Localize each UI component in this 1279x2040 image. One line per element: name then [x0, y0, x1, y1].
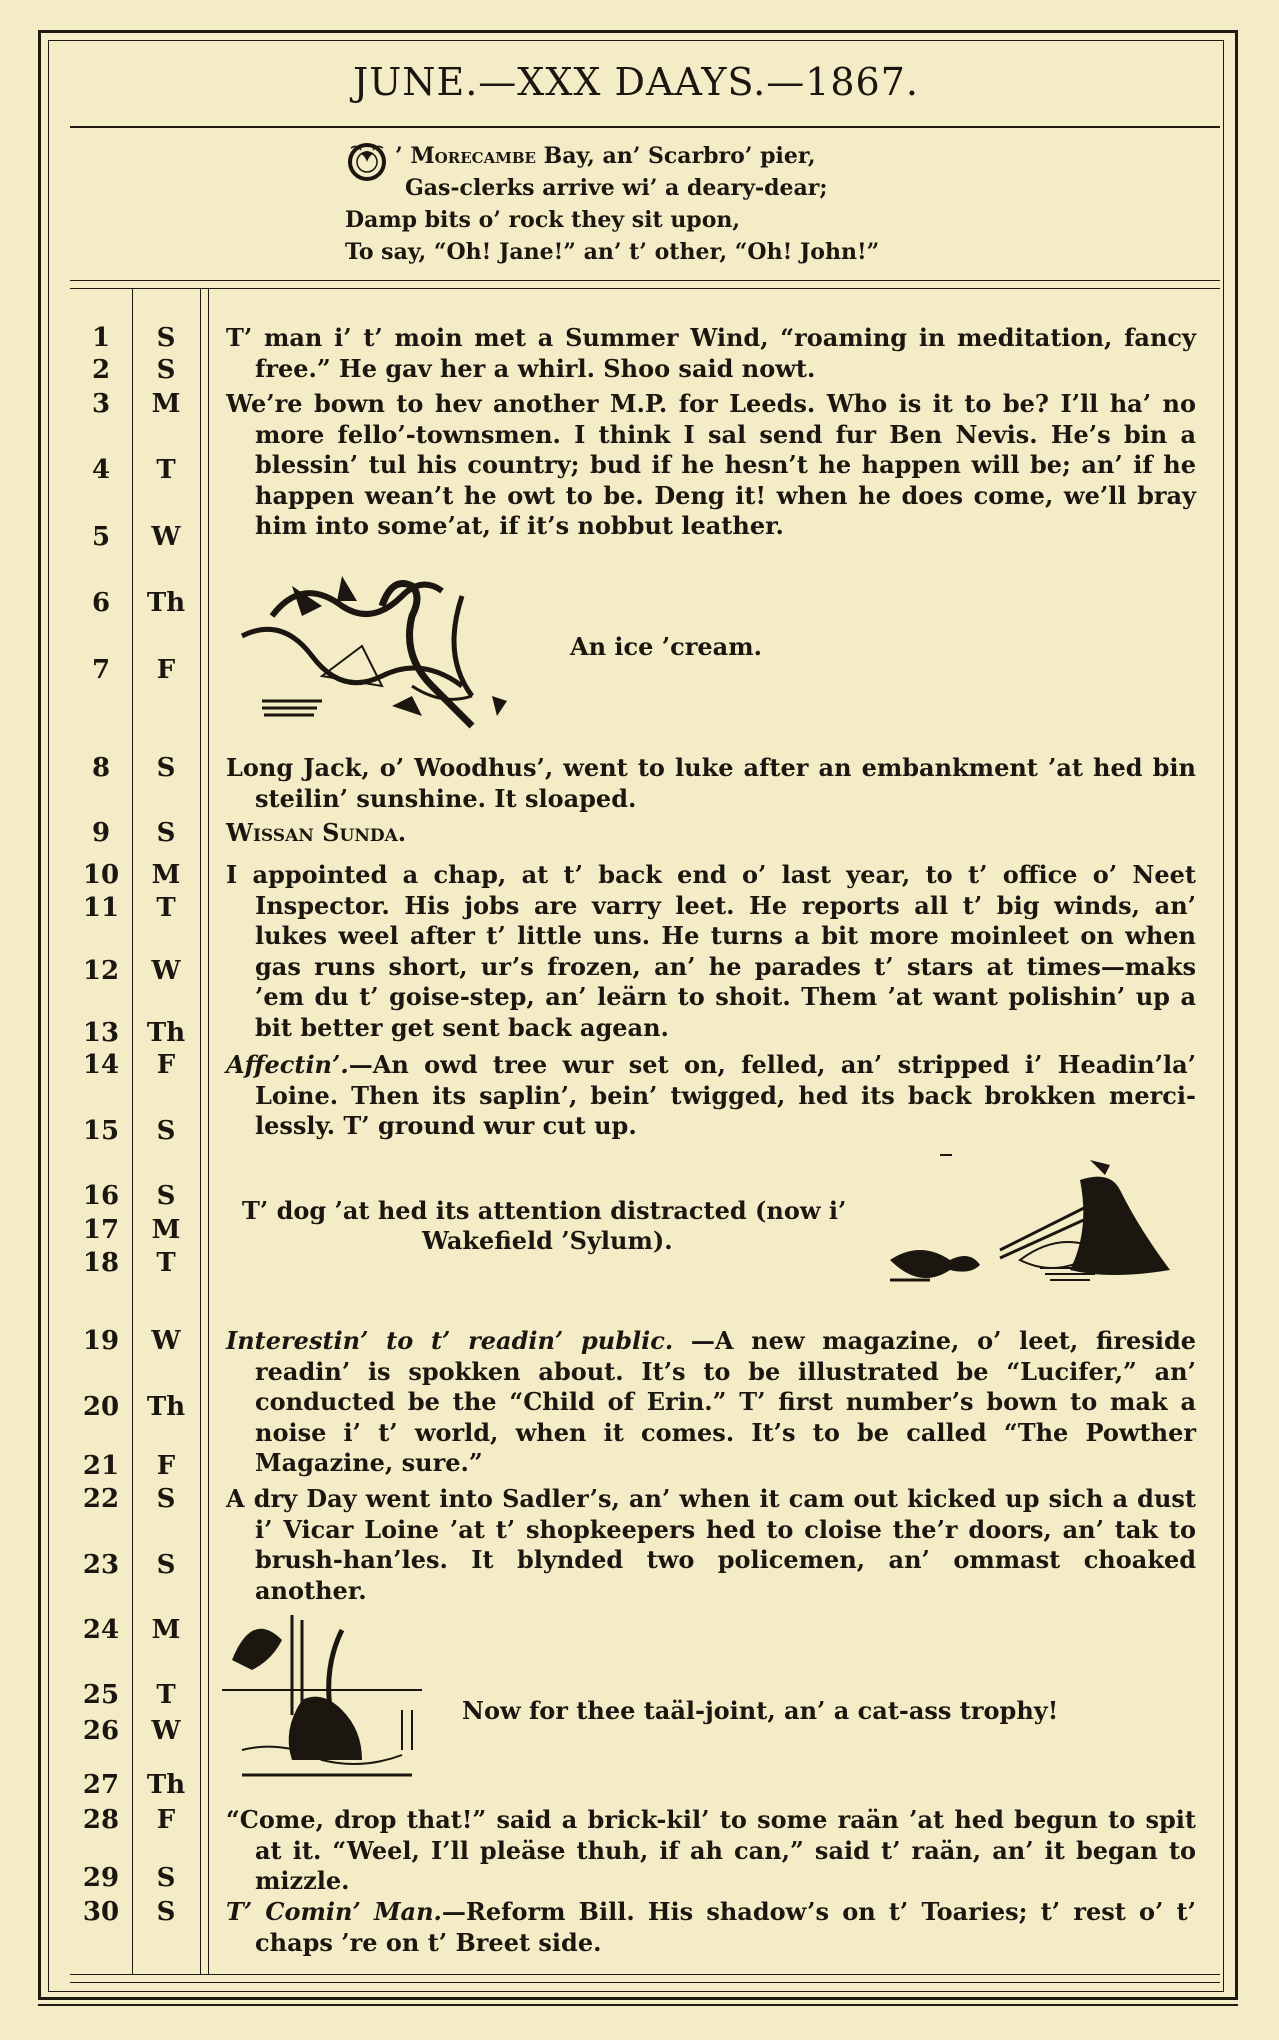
- day-15: S: [156, 1116, 176, 1146]
- day-13: Th: [146, 1018, 186, 1048]
- date-1: 1: [91, 323, 111, 353]
- day-19: W: [151, 1326, 181, 1356]
- verse-line-1-morecambe: Morecambe: [410, 143, 536, 169]
- entry-mp-for-leeds: We’re bown to hev another M.P. for Leeds. Who is it to be? I’ll ha’ no more fello’-townsmen. I think I sal send fur Ben Nevis. He’s bin a blessin’ tul his country; bud if he hesn’t he happen will be; an’ if he happen wean’t he owt to be. Deng it! when he does come, we’ll bray him into some’at, if it’s nobbut leather.: [226, 389, 1196, 540]
- date-4: 4: [91, 455, 111, 485]
- drop-cap-o-icon: [345, 140, 389, 184]
- date-16: 16: [82, 1181, 120, 1211]
- cat-ass-trophy-illustration-icon: [222, 1610, 432, 1790]
- day-16: S: [156, 1181, 176, 1211]
- day-22: S: [156, 1484, 176, 1514]
- date-3: 3: [91, 389, 111, 419]
- date-17: 17: [82, 1215, 120, 1245]
- date-19: 19: [82, 1326, 120, 1356]
- day-8: S: [156, 753, 176, 783]
- day-28: F: [156, 1805, 176, 1835]
- entry-summer-wind: T’ man i’ t’ moin met a Summer Wind, “roaming in meditation, fancy free.” He gav her a whirl. Shoo said nowt.: [226, 323, 1196, 383]
- caption-ice-cream: An ice ’cream.: [570, 632, 762, 661]
- entry-readin-public-title: Interestin’ to t’ readin’ public.: [226, 1326, 674, 1355]
- date-12: 12: [82, 956, 120, 986]
- calendar-bottom-rule-2: [70, 1982, 1220, 1983]
- calendar-bottom-rule: [70, 1974, 1220, 1975]
- day-2: S: [156, 355, 176, 385]
- day-column-rule-2: [208, 288, 209, 1974]
- entry-readin-public-text: —A new magazine, o’ leet, fireside readin’ is spokken about. It’s to be illustrated be “Lucifer,” an’ conducted be the “Child of Erin.” T’ first number’s bown to mak a noise i’ t’ world, when it comes. It’s to be called “The Powther Magazine, sure.”: [255, 1326, 1196, 1477]
- date-13: 13: [82, 1018, 120, 1048]
- entry-readin-public: [226, 1326, 1196, 1479]
- day-column-rule: [200, 288, 201, 1974]
- entry-comin-man-text: —Reform Bill. His shadow’s on t’ Toaries; t’ rest o’ t’ chaps ’re on t’ Breet side.: [255, 1897, 1196, 1957]
- entry-affectin-title: Affectin’.: [226, 1050, 349, 1079]
- entry-long-jack: Long Jack, o’ Woodhus’, went to luke after an embankment ’at hed bin steilin’ sunshine. It sloaped.: [226, 753, 1196, 813]
- day-10: M: [151, 860, 181, 890]
- date-20: 20: [82, 1392, 120, 1422]
- ice-cream-illustration-icon: [232, 556, 542, 736]
- verse-line-1-end: Bay, an’ Scarbro’ pier,: [535, 143, 816, 169]
- verse-line-2: Gas-clerks arrive wi’ a deary-dear;: [405, 175, 828, 201]
- date-10: 10: [82, 860, 120, 890]
- day-18: T: [156, 1248, 176, 1278]
- day-14: F: [156, 1050, 176, 1080]
- date-18: 18: [82, 1248, 120, 1278]
- page-title: JUNE.—XXX DAAYS.—1867.: [352, 60, 919, 104]
- caption-dog-line-1: T’ dog ’at hed its attention distracted (now i’: [242, 1196, 847, 1225]
- entry-neet-inspector: I appointed a chap, at t’ back end o’ last year, to t’ office o’ Neet Inspector. His jobs are varry leet. He reports all t’ big winds, an’ lukes weel after t’ little uns. He turns a bit more moinleet on when gas runs short, ur’s frozen, an’ he parades t’ stars at times—maks ’em du t’ goise-step, an’ leärn to shoit. Them ’at want polishin’ up a bit better get sent back agean.: [226, 860, 1196, 1042]
- caption-cat-ass-trophy: Now for thee taäl-joint, an’ a cat-ass trophy!: [462, 1696, 1059, 1725]
- entry-brick-kil: “Come, drop that!” said a brick-kil’ to some raän ’at hed begun to spit at it. “Weel, I’ll pleäse thuh, if ah can,” said t’ raän, an’ it began to mizzle.: [226, 1805, 1196, 1895]
- date-8: 8: [91, 753, 111, 783]
- entry-wissan-sunda: Wissan Sunda.: [226, 818, 407, 847]
- day-1: S: [156, 323, 176, 353]
- day-24: M: [151, 1615, 181, 1645]
- day-26: W: [151, 1716, 181, 1746]
- date-29: 29: [82, 1863, 120, 1893]
- date-27: 27: [82, 1770, 120, 1800]
- date-11: 11: [82, 893, 120, 923]
- day-3: M: [151, 389, 181, 419]
- verse: [345, 140, 1105, 268]
- calendar-top-rule-2: [70, 288, 1220, 289]
- entry-affectin: [226, 1050, 1196, 1142]
- caption-dog: [242, 1196, 882, 1256]
- date-14: 14: [82, 1050, 120, 1080]
- date-25: 25: [82, 1680, 120, 1710]
- date-7: 7: [91, 655, 111, 685]
- day-17: M: [151, 1215, 181, 1245]
- day-7: F: [156, 655, 176, 685]
- calendar-top-rule: [70, 280, 1220, 281]
- day-9: S: [156, 818, 176, 848]
- verse-line-1-apostrophe: ’: [395, 143, 411, 169]
- date-5: 5: [91, 522, 111, 552]
- day-11: T: [156, 893, 176, 923]
- date-30: 30: [82, 1897, 120, 1927]
- caption-dog-line-2: Wakefield ’Sylum).: [422, 1226, 673, 1255]
- day-27: Th: [146, 1770, 186, 1800]
- day-30: S: [156, 1897, 176, 1927]
- date-2: 2: [91, 355, 111, 385]
- day-5: W: [151, 522, 181, 552]
- date-22: 22: [82, 1484, 120, 1514]
- day-21: F: [156, 1451, 176, 1481]
- dog-distracted-illustration-icon: [880, 1150, 1180, 1300]
- verse-line-4: To say, “Oh! Jane!” an’ t’ other, “Oh! John!”: [345, 239, 880, 265]
- day-4: T: [156, 455, 176, 485]
- entry-comin-man: [226, 1897, 1196, 1958]
- date-24: 24: [82, 1615, 120, 1645]
- title-rule: [70, 126, 1220, 128]
- date-23: 23: [82, 1550, 120, 1580]
- date-26: 26: [82, 1716, 120, 1746]
- date-28: 28: [82, 1805, 120, 1835]
- date-9: 9: [91, 818, 111, 848]
- date-15: 15: [82, 1116, 120, 1146]
- day-23: S: [156, 1550, 176, 1580]
- day-25: T: [156, 1680, 176, 1710]
- date-21: 21: [82, 1451, 120, 1481]
- day-29: S: [156, 1863, 176, 1893]
- day-12: W: [151, 956, 181, 986]
- day-20: Th: [146, 1392, 186, 1422]
- day-6: Th: [146, 588, 186, 618]
- verse-line-3: Damp bits o’ rock they sit upon,: [345, 207, 741, 233]
- date-6: 6: [91, 588, 111, 618]
- entry-dry-day: A dry Day went into Sadler’s, an’ when it cam out kicked up sich a dust i’ Vicar Loine ’at t’ shopkeepers hed to cloise the’r doors, an’ tak to brush-han’les. It blynded two policemen, an’ ommast choaked another.: [226, 1484, 1196, 1605]
- entry-affectin-text: —An owd tree wur set on, felled, an’ stripped i’ Headin’la’ Loine. Then its saplin’, bein’ twigged, hed its back brokken mercilessly. T’ ground wur cut up.: [255, 1050, 1196, 1140]
- bottom-rule: [38, 2004, 1238, 2006]
- entry-comin-man-title: T’ Comin’ Man.: [226, 1897, 442, 1926]
